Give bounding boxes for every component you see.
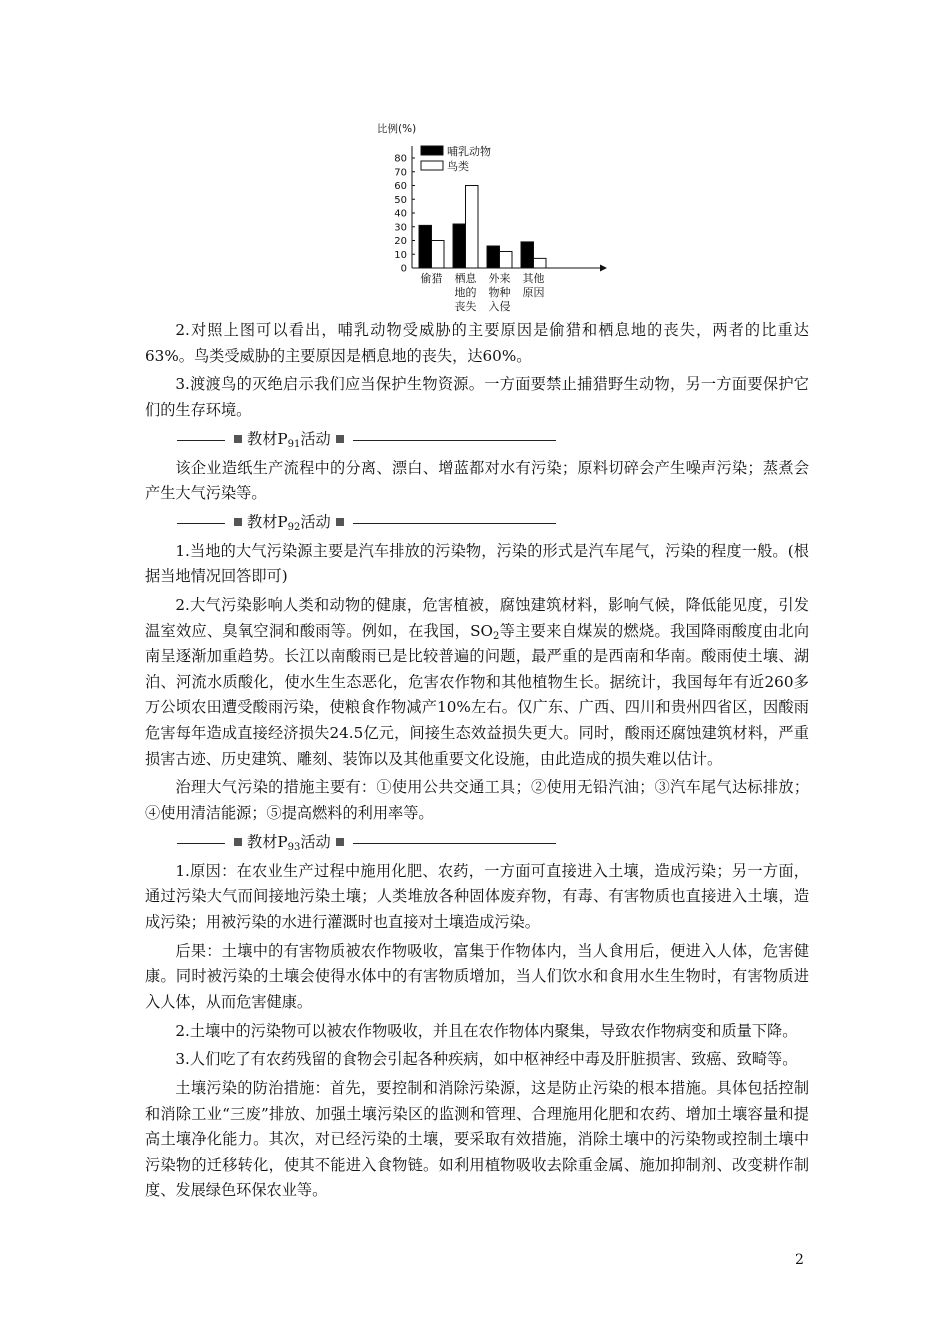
paragraph: 2.土壤中的污染物可以被农作物吸收，并且在农作物体内聚集，导致农作物病变和质量下降。 [175, 1021, 798, 1040]
bar-哺乳动物-3 [521, 242, 534, 268]
y-tick-label: 20 [394, 236, 407, 247]
y-tick-label: 50 [394, 194, 407, 206]
paragraph: 3.渡渡鸟的灭绝启示我们应当保护生物资源。一方面要禁止捕猎野生动物，另一方面要保护它们的生存环境。 [145, 375, 809, 419]
paragraph: 该企业造纸生产流程中的分离、漂白、增蓝都对水有污染；原料切碎会产生噪声污染；蒸煮会产生大气污染等。 [145, 458, 809, 503]
heading-text-post: 活动 [300, 832, 331, 851]
y-tick-label: 10 [394, 249, 407, 261]
document-body [145, 318, 809, 1207]
heading-text-pre: 教材P [247, 832, 288, 851]
section-heading [145, 427, 809, 453]
legend-swatch-哺乳动物 [421, 146, 443, 155]
section-heading-label [229, 427, 349, 453]
heading-text-post: 活动 [300, 512, 331, 531]
paragraph: 3.人们吃了有农药残留的食物会引起各种疾病，如中枢神经中毒及肝脏损害、致癌、致畸等。 [175, 1050, 798, 1069]
y-tick-label: 60 [394, 181, 407, 192]
legend-entry: 鸟类 [447, 160, 469, 173]
paragraph-text: 2.大气污染影响人类和动物的健康，危害植被，腐蚀建筑材料，影响气候，降低能见度，引发温室效应、臭氧空洞和酸雨等。例如，在我国，SO [145, 596, 809, 640]
section-heading [145, 830, 809, 856]
bar-哺乳动物-0 [419, 225, 432, 268]
paragraph: 治理大气污染的措施主要有：①使用公共交通工具；②使用无铅汽油；③汽车尾气达标排放；④使用清洁能源；⑤提高燃料的利用率等。 [145, 778, 809, 822]
page-number: 2 [795, 1252, 804, 1268]
x-tick-label: 物种 [488, 286, 511, 299]
heading-text-pre: 教材P [247, 512, 288, 531]
rule-left [177, 843, 225, 844]
rule-left [177, 523, 225, 524]
y-tick-label: 30 [394, 222, 407, 234]
bar-鸟类-3 [534, 258, 547, 268]
section-heading-label [229, 510, 349, 536]
y-tick-label: 70 [394, 167, 407, 179]
square-bullet-icon [336, 838, 344, 846]
square-bullet-icon [234, 435, 242, 443]
x-tick-label: 其他 [522, 272, 545, 285]
paragraph [145, 593, 809, 772]
subscript: 2 [492, 630, 500, 642]
bar-哺乳动物-2 [487, 246, 500, 268]
y-tick-label: 80 [394, 153, 407, 165]
section-heading-label [229, 830, 349, 856]
bar-鸟类-1 [466, 186, 479, 269]
heading-text-sub: 91 [287, 438, 301, 450]
bar-哺乳动物-1 [453, 224, 466, 268]
x-axis-arrow [600, 265, 607, 272]
y-tick-label: 0 [400, 263, 407, 275]
x-tick-label: 原因 [522, 286, 545, 299]
square-bullet-icon [234, 838, 242, 846]
x-tick-label: 栖息 [454, 272, 477, 285]
legend-swatch-鸟类 [421, 161, 443, 170]
x-tick-label: 偷猎 [420, 272, 443, 285]
x-tick-label: 入侵 [488, 300, 511, 313]
y-axis-label: 比例(%) [377, 123, 417, 135]
paragraph: 1.当地的大气污染源主要是汽车排放的污染物，污染的形式是汽车尾气，污染的程度一般。(根据当地情况回答即可) [145, 541, 809, 586]
heading-text-post: 活动 [300, 429, 331, 448]
rule-right [353, 843, 556, 844]
x-tick-label: 外来 [488, 272, 511, 285]
rule-right [353, 523, 556, 524]
rule-right [353, 440, 556, 441]
paragraph: 后果：土壤中的有害物质被农作物吸收，富集于作物体内，当人食用后，便进入人体，危害健康。同时被污染的土壤会使得水体中的有害物质增加，当人们饮水和食用水生生物时，有害物质进入人体，从而危害健康。 [145, 941, 809, 1011]
bar-chart [360, 118, 620, 318]
x-tick-label: 丧失 [454, 300, 477, 313]
heading-text-pre: 教材P [247, 429, 288, 448]
bar-鸟类-0 [432, 241, 445, 269]
paragraph: 2.对照上图可以看出，哺乳动物受威胁的主要原因是偷猎和栖息地的丧失，两者的比重达63%。鸟类受威胁的主要原因是栖息地的丧失，达60%。 [145, 321, 809, 365]
rule-left [177, 440, 225, 441]
heading-text-sub: 93 [287, 841, 301, 853]
x-tick-label: 地的 [454, 286, 477, 299]
paragraph: 1.原因：在农业生产过程中施用化肥、农药，一方面可直接进入土壤，造成污染；另一方面，通过污染大气而间接地污染土壤；人类堆放各种固体废弃物，有毒、有害物质也直接进入土壤，造成污染；用被污染的水进行灌溉时也直接对土壤造成污染。 [145, 861, 809, 931]
bar-鸟类-2 [500, 252, 513, 269]
paragraph: 土壤污染的防治措施：首先，要控制和消除污染源，这是防止污染的根本措施。具体包括控制和消除工业“三废”排放、加强土壤污染区的监测和管理、合理施用化肥和农药、增加土壤容量和提高土壤净化能力。其次，对已经污染的土壤，要采取有效措施，消除土壤中的污染物或控制土壤中污染物的迁移转化，使其不能进入食物链。如利用植物吸收去除重金属、施加抑制剂、改变耕作制度、发展绿色环保农业等。 [145, 1079, 809, 1200]
legend-entry: 哺乳动物 [447, 145, 491, 158]
section-heading [145, 510, 809, 536]
square-bullet-icon [234, 518, 242, 526]
square-bullet-icon [336, 518, 344, 526]
square-bullet-icon [336, 435, 344, 443]
heading-text-sub: 92 [287, 521, 301, 533]
paragraph-text: 等主要来自煤炭的燃烧。我国降雨酸度由北向南呈逐渐加重趋势。长江以南酸雨已是比较普遍的问题，最严重的是西南和华南。酸雨使土壤、湖泊、河流水质酸化，使水生生态恶化，危害农作物和其他植物生长。据统计，我国每年有近260多万公顷农田遭受酸雨污染，使粮食作物减产10%左右。仅广东、广西、四川和贵州四省区，因酸雨危害每年造成直接经济损失24.5亿元，间接生态效益损失更大。同时，酸雨还腐蚀建筑材料，严重损害古迹、历史建筑、雕刻、装饰以及其他重要文化设施，由此造成的损失难以估计。 [145, 621, 810, 768]
y-tick-label: 40 [394, 208, 407, 220]
